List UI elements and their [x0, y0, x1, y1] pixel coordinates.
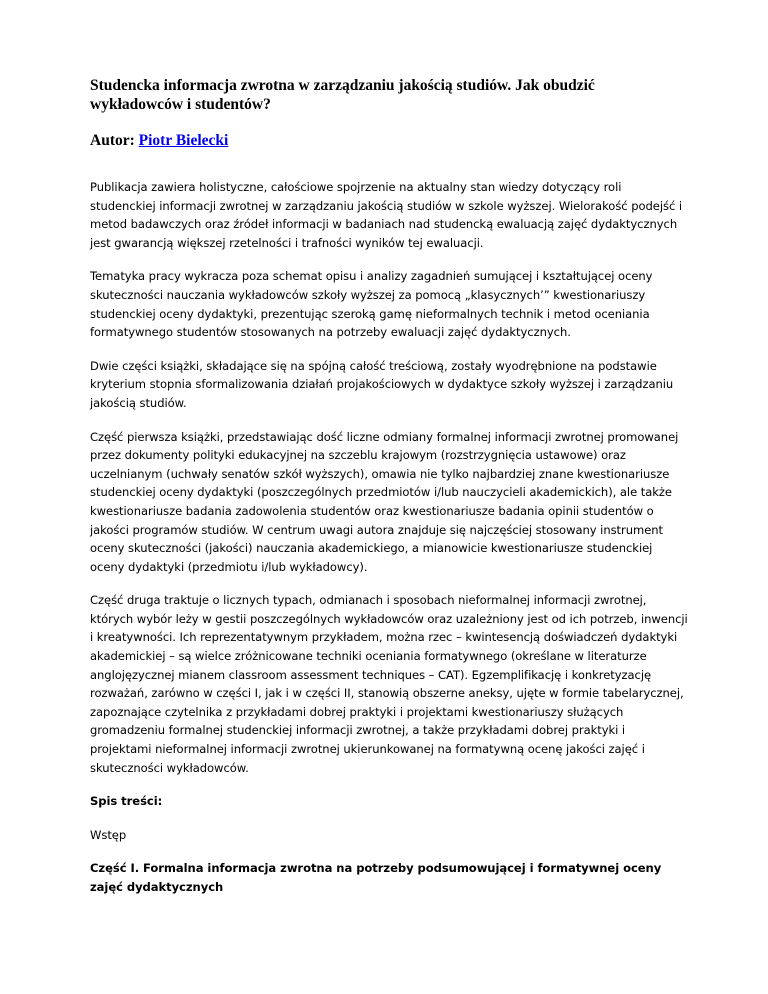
- author-link[interactable]: Piotr Bielecki: [138, 132, 229, 149]
- document-page: [90, 76, 690, 897]
- author-line: [90, 131, 690, 150]
- author-label: Autor:: [90, 132, 135, 149]
- paragraph-1: Publikacja zawiera holistyczne, całościowe spojrzenie na aktualny stan wiedzy dotyczący roli studenckiej informacji zwrotnej w zarządzaniu jakością studiów w szkole wyższej. Wielorakość podejść i metod badawczych oraz źródeł informacji w badaniach nad studencką ewaluacją zajęć dydaktycznych jest gwarancją większej rzetelności i trafności wyników tej ewaluacji.: [90, 180, 683, 250]
- paragraph-5: Część druga traktuje o licznych typach, odmianach i sposobach nieformalnej informacji zwrotnej, których wybór leży w gestii poszczególnych wykładowców oraz uzależniony jest od ich potrzeb, inwencji i kreatywności. Ich reprezentatywnym przykładem, można rzec – kwintesencją doświadczeń dydaktyki akademickiej – są wielce zróżnicowane techniki oceniania formatywnego (określane w literaturze anglojęzycznej mianem classroom assessment techniques – CAT). Egzemplifikację i konkretyzację rozważań, zarówno w części I, jak i w części II, stanowią obszerne aneksy, ujęte w formie tabelarycznej, zapoznające czytelnika z przykładami dobrej praktyki i projektami kwestionariuszy służących gromadzeniu formalnej studenckiej informacji zwrotnej, a także przykładami dobrej praktyki i projektami nieformalnej informacji zwrotnej ukierunkowanej na formatywną ocenę jakości zajęć i skuteczności wykładowców.: [90, 593, 688, 775]
- paragraph-3: Dwie części książki, składające się na spójną całość treściową, zostały wyodrębnione na podstawie kryterium stopnia sformalizowania działań projakościowych w dydaktyce szkoły wyższej i zarządzaniu jakością studiów.: [90, 358, 674, 410]
- document-title: Studencka informacja zwrotna w zarządzaniu jakością studiów. Jak obudzić wykładowców i studentów?: [90, 77, 595, 113]
- toc-item-intro: Wstęp: [90, 827, 127, 842]
- paragraph-4: Część pierwsza książki, przedstawiając dość liczne odmiany formalnej informacji zwrotnej promowanej przez dokumenty polityki edukacyjnej na szczeblu krajowym (rozstrzygnięcia ustawowe) oraz uczelnianym (uchwały senatów szkół wyższych), omawia nie tylko najbardziej znane kwestionariusze studenckiej oceny dydaktyki (poszczególnych przedmiotów i/lub nauczycieli akademickich), ale także kwestionariusze badania zadowolenia studentów oraz kwestionariusze badania opinii studentów o jakości programów studiów. W centrum uwagi autora znajduje się najczęściej stosowany instrument oceny skuteczności (jakości) nauczania akademickiego, a mianowicie kwestionariusze studenckiej oceny dydaktyki (przedmiotu i/lub wykładowcy).: [90, 429, 679, 574]
- paragraph-2: Tematyka pracy wykracza poza schemat opisu i analizy zagadnień sumującej i kształtującej oceny skuteczności nauczania wykładowców szkoły wyższej za pomocą „klasycznych’” kwestionariuszy studenckiej oceny dydaktyki, prezentując szeroką gamę nieformalnych technik i metod oceniania formatywnego studentów stosowanych na potrzeby ewaluacji zajęć dydaktycznych.: [90, 269, 653, 340]
- toc-item-part1: Część I. Formalna informacja zwrotna na potrzeby podsumowującej i formatywnej oceny zajęć dydaktycznych: [90, 861, 662, 894]
- toc-heading: Spis treści:: [90, 794, 163, 809]
